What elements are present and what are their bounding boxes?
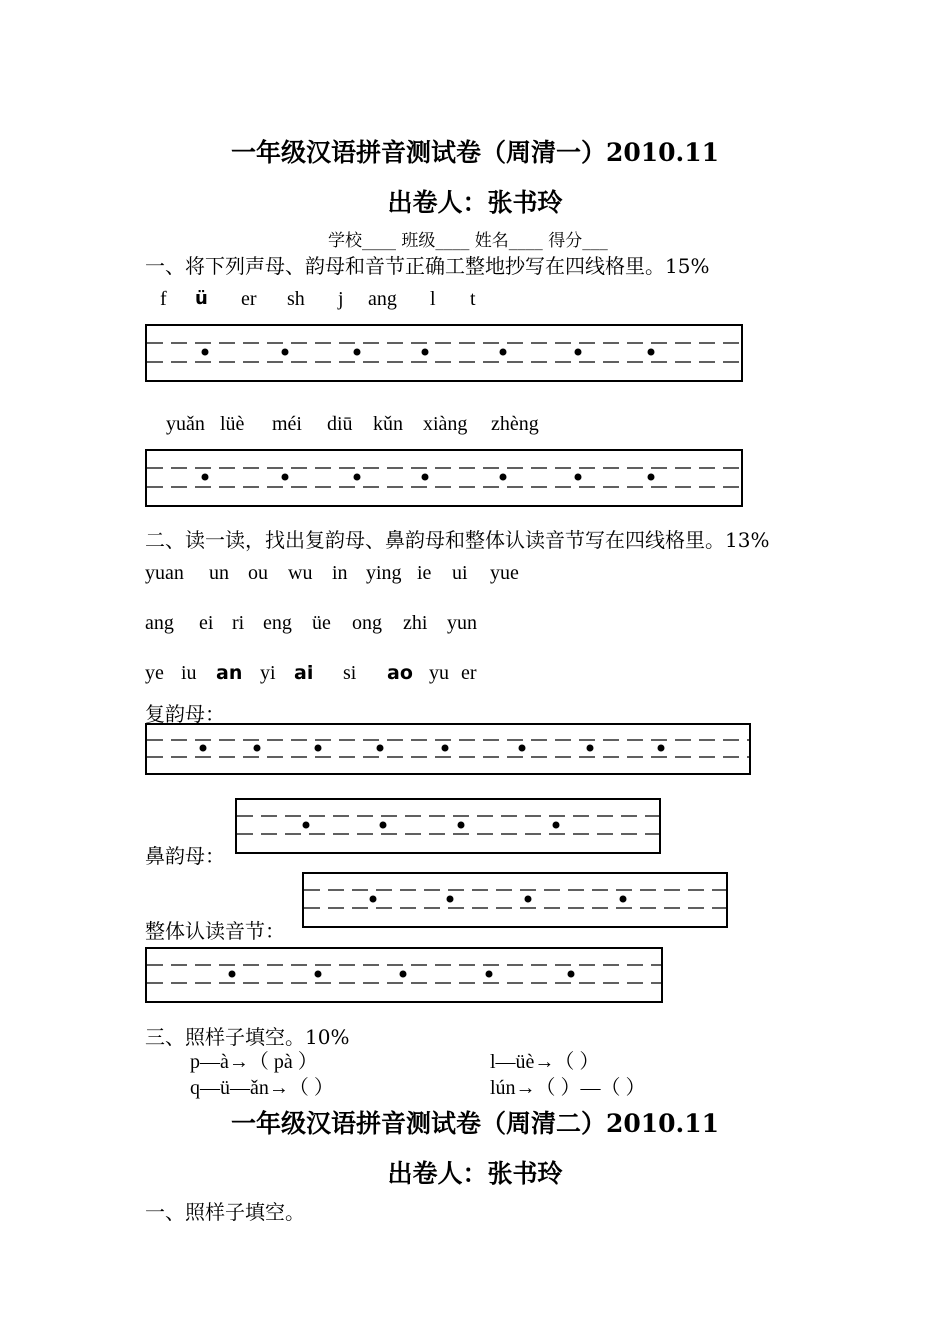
exam1-title: 一年级汉语拼音测试卷（周清一）2010.11: [230, 138, 720, 167]
pinyin-item: üe: [312, 612, 331, 634]
pinyin-item: ong: [352, 612, 382, 634]
fill-example-1: p—à→（ pà ）: [190, 1051, 318, 1073]
exam1-info-line: 学校____ 班级____ 姓名____ 得分___: [328, 231, 608, 251]
pinyin-item: yu: [429, 662, 449, 684]
pinyin-item: ie: [417, 562, 432, 584]
pinyin-item: un: [209, 562, 229, 584]
four-line-grid[interactable]: [235, 798, 661, 856]
pinyin-item: xiàng: [423, 413, 468, 435]
fill-item-3[interactable]: q—ü—ǎn→（ ）: [190, 1077, 334, 1099]
pinyin-item: er: [461, 662, 477, 684]
pinyin-item: kǔn: [373, 413, 403, 435]
fill-item-4[interactable]: lún→（ ）—（ ）: [490, 1077, 646, 1099]
section1-heading: 一、将下列声母、韵母和音节正确工整地抄写在四线格里。15%: [145, 254, 710, 278]
pinyin-item: zhi: [403, 612, 428, 634]
pinyin-item: iu: [181, 662, 197, 684]
four-line-grid[interactable]: [145, 324, 743, 384]
pinyin-item: ei: [199, 612, 214, 634]
pinyin-item: wu: [288, 562, 313, 584]
pinyin-item: f: [160, 288, 167, 310]
pinyin-item: sh: [287, 288, 305, 310]
pinyin-item: ang: [368, 288, 397, 310]
label-zhengti: 整体认读音节：: [145, 919, 285, 943]
pinyin-item: ü: [195, 288, 208, 309]
pinyin-item: ang: [145, 612, 174, 634]
pinyin-item: ui: [452, 562, 468, 584]
section2-heading: 二、读一读，找出复韵母、鼻韵母和整体认读音节写在四线格里。13%: [145, 528, 770, 552]
pinyin-item: ai: [294, 662, 314, 684]
pinyin-item: yi: [260, 662, 276, 684]
pinyin-item: zhèng: [491, 413, 539, 435]
four-line-grid[interactable]: [145, 449, 743, 509]
pinyin-item: ye: [145, 662, 164, 684]
pinyin-item: eng: [263, 612, 292, 634]
four-line-grid[interactable]: [145, 723, 751, 777]
section3-heading: 三、照样子填空。10%: [145, 1025, 350, 1049]
four-line-grid[interactable]: [145, 947, 663, 1005]
pinyin-item: yuǎn: [166, 413, 205, 435]
label-fuyunmu: 复韵母：: [145, 702, 225, 726]
pinyin-item: ao: [387, 662, 413, 684]
pinyin-item: j: [338, 288, 344, 310]
pinyin-item: si: [343, 662, 357, 684]
four-line-grid[interactable]: [302, 872, 728, 930]
exam1-author: 出卷人：张书玲: [387, 188, 563, 217]
fill-item-2[interactable]: l—üè→（ ）: [490, 1051, 600, 1073]
pinyin-item: er: [241, 288, 257, 310]
pinyin-item: l: [430, 288, 436, 310]
pinyin-item: in: [332, 562, 348, 584]
pinyin-item: ou: [248, 562, 268, 584]
pinyin-item: yuan: [145, 562, 184, 584]
pinyin-item: diū: [327, 413, 353, 435]
pinyin-item: ying: [366, 562, 402, 584]
pinyin-item: yun: [447, 612, 477, 634]
exam2-author: 出卷人：张书玲: [387, 1159, 563, 1188]
label-biyunmu: 鼻韵母：: [145, 844, 225, 868]
pinyin-item: t: [470, 288, 476, 310]
pinyin-item: méi: [272, 413, 302, 435]
pinyin-item: an: [216, 662, 243, 684]
pinyin-item: ri: [232, 612, 245, 634]
exam2-section1-heading: 一、照样子填空。: [145, 1200, 305, 1224]
pinyin-item: yue: [490, 562, 519, 584]
exam2-title: 一年级汉语拼音测试卷（周清二）2010.11: [230, 1109, 720, 1138]
pinyin-item: lüè: [220, 413, 245, 435]
